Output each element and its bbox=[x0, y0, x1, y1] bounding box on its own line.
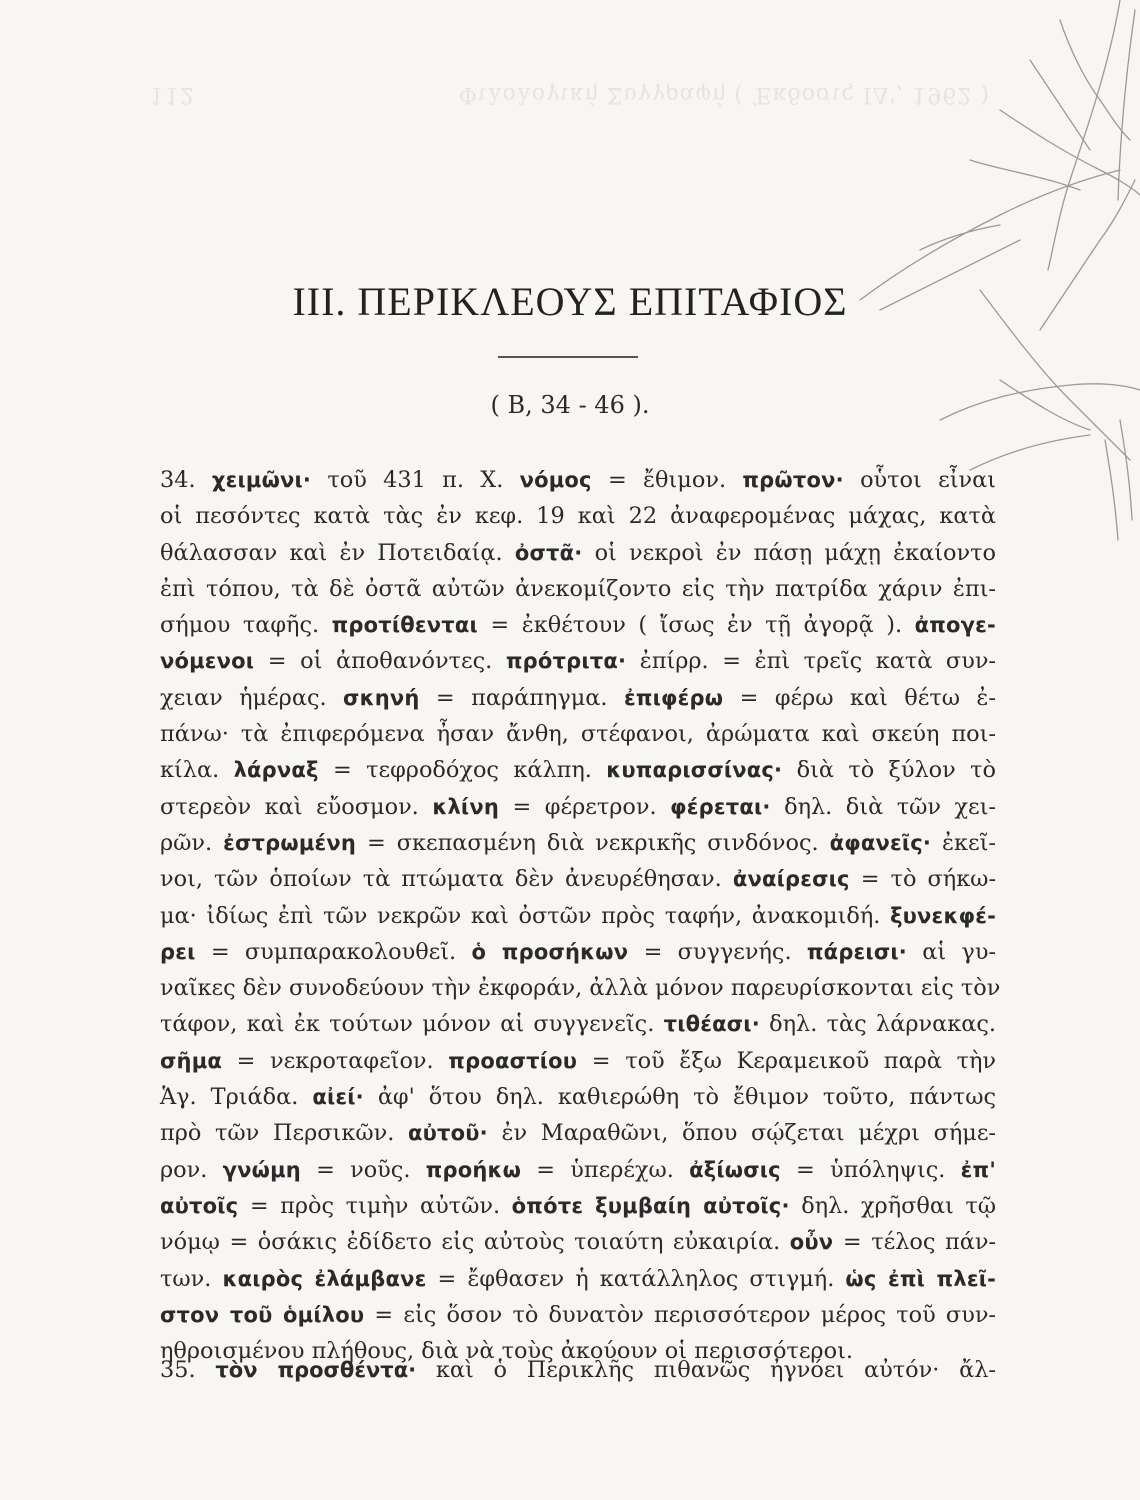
gloss-text: = νεκροταφεῖον. bbox=[222, 1047, 449, 1074]
gloss-text: σήμου ταφῆς. bbox=[160, 612, 332, 639]
lemma-term: ἀπογε- bbox=[914, 613, 996, 638]
lemma-term: τὸν προσθέντα· bbox=[215, 1358, 417, 1382]
gloss-text: στερεὸν καὶ εὔοσμον. bbox=[160, 793, 433, 820]
title-rule bbox=[498, 356, 638, 358]
gloss-text: ρον. bbox=[160, 1156, 223, 1183]
text-line bbox=[160, 1115, 996, 1151]
text-line bbox=[160, 607, 996, 643]
gloss-text: ἐπὶ τόπου, τὰ δὲ ὀστᾶ αὐτῶν ἀνεκομίζοντο εἰς τὴν πατρίδα χάριν ἐπι- bbox=[160, 575, 996, 602]
gloss-text: = παράπηγμα. bbox=[419, 684, 624, 711]
section-subtitle: ( Β, 34 - 46 ). bbox=[490, 391, 650, 419]
text-line bbox=[160, 1079, 996, 1115]
gloss-text: = τέλος πάν- bbox=[833, 1229, 997, 1256]
gloss-text: οἱ νεκροὶ ἐν πάσῃ μάχῃ ἐκαίοντο bbox=[582, 539, 997, 566]
gloss-text: = τεφροδόχος κάλπη. bbox=[318, 757, 607, 784]
lemma-term: ὀστᾶ· bbox=[514, 540, 583, 565]
gloss-text: οἱ πεσόντες κατὰ τὰς ἐν κεφ. 19 καὶ 22 ἀναφερομένας μάχας, κατὰ bbox=[160, 503, 996, 530]
lemma-term: αὐτοῖς bbox=[160, 1193, 239, 1218]
gloss-text: δηλ. χρῆσθαι τῷ bbox=[789, 1192, 996, 1219]
gloss-text: των. bbox=[160, 1265, 223, 1292]
lemma-term: νόμενοι bbox=[160, 649, 255, 674]
gloss-text: θάλασσαν καὶ ἐν Ποτειδαίᾳ. bbox=[160, 539, 515, 566]
text-line bbox=[160, 1297, 996, 1333]
lemma-term: ρει bbox=[160, 939, 196, 964]
gloss-text: νοι, τῶν ὁποίων τὰ πτώματα δὲν ἀνευρέθησαν. bbox=[160, 866, 733, 893]
gloss-text: Ἁγ. Τριάδα. bbox=[160, 1084, 313, 1111]
gloss-text: δηλ. διὰ τῶν χει- bbox=[770, 793, 997, 820]
gloss-text: κίλα. bbox=[160, 757, 234, 784]
page-number: 112 bbox=[150, 82, 195, 107]
gloss-text: αἱ γυ- bbox=[906, 938, 996, 965]
lemma-term: ὡς ἐπὶ πλεῖ- bbox=[845, 1266, 997, 1291]
lemma-term: ἀφανεῖς· bbox=[829, 830, 932, 855]
lemma-term: λάρναξ bbox=[233, 758, 319, 783]
text-line bbox=[160, 643, 996, 679]
gloss-text: ναῖκες δὲν συνοδεύουν τὴν ἐκφοράν, ἀλλὰ μόνον παρευρίσκονται εἰς τὸν bbox=[160, 975, 1001, 1002]
lemma-term: ἐστρωμένη bbox=[223, 830, 357, 855]
gloss-text: = ἔθιμον. bbox=[591, 467, 743, 493]
text-line bbox=[160, 898, 996, 934]
gloss-text: 34. bbox=[160, 467, 212, 493]
gloss-text: ἐν Μαραθῶνι, ὅπου σῴζεται μέχρι σήμε- bbox=[487, 1120, 996, 1147]
gloss-text: πρὸ τῶν Περσικῶν. bbox=[160, 1120, 408, 1147]
lemma-term: σῆμα bbox=[160, 1048, 222, 1073]
lemma-term: χειμῶνι· bbox=[211, 468, 312, 492]
text-line bbox=[160, 1188, 996, 1224]
gloss-text: τοῦ 431 π. Χ. bbox=[311, 467, 520, 493]
paragraph-35 bbox=[160, 1352, 996, 1388]
journal-header: Φιλολογική Συγγραφή ( Έκδοσις ΙΔ', 1962 ) bbox=[458, 82, 990, 107]
gloss-text: 35. bbox=[160, 1357, 216, 1383]
text-line bbox=[160, 571, 996, 607]
text-line bbox=[160, 1152, 996, 1188]
lemma-term: κλίνη bbox=[432, 794, 499, 819]
gloss-text: = φέρετρον. bbox=[498, 793, 671, 820]
lemma-term: φέρεται· bbox=[670, 794, 771, 819]
text-line bbox=[160, 861, 996, 897]
text-line bbox=[160, 1006, 996, 1042]
lemma-term: πάρεισι· bbox=[806, 939, 907, 964]
lemma-term: γνώμη bbox=[222, 1157, 301, 1182]
gloss-text: ἀφ' ὅτου δηλ. καθιερώθη τὸ ἔθιμον τοῦτο, πάντως bbox=[363, 1084, 996, 1111]
gloss-text: = οἱ ἀποθανόντες. bbox=[254, 648, 506, 675]
lemma-term: στον τοῦ ὁμίλου bbox=[160, 1302, 365, 1327]
lemma-term: ἐπ' bbox=[960, 1157, 996, 1182]
gloss-text: διὰ τὸ ξύλον τὸ bbox=[782, 757, 996, 784]
gloss-text: = τὸ σήκω- bbox=[849, 866, 997, 893]
text-line bbox=[160, 789, 996, 825]
paragraph-34 bbox=[160, 462, 1001, 1369]
lemma-term: πρότριτα· bbox=[505, 649, 627, 674]
gloss-text: χειαν ἡμέρας. bbox=[160, 684, 344, 711]
lemma-term: προαστίου bbox=[448, 1048, 578, 1073]
lemma-term: τιθέασι· bbox=[663, 1012, 760, 1037]
lemma-term: ὁπότε ξυμβαίη αὐτοῖς· bbox=[511, 1193, 790, 1218]
gloss-text: = τοῦ ἔξω Κεραμεικοῦ παρὰ τὴν bbox=[577, 1047, 996, 1074]
section-title: III. ΠΕΡΙΚΛΕΟΥΣ ΕΠΙΤΑΦΙΟΣ bbox=[292, 279, 848, 324]
text-line bbox=[160, 1224, 996, 1260]
lemma-term: πρῶτον· bbox=[742, 468, 844, 492]
gloss-text: = συμπαρακολουθεῖ. bbox=[195, 938, 472, 965]
gloss-text: = νοῦς. bbox=[300, 1156, 426, 1183]
lemma-term: κυπαρισσίνας· bbox=[606, 758, 783, 783]
lemma-term: αἰεί· bbox=[312, 1085, 364, 1110]
text-line bbox=[160, 825, 996, 861]
lemma-term: προήκω bbox=[425, 1157, 522, 1182]
lemma-term: ἀξίωσις bbox=[689, 1157, 781, 1182]
text-line bbox=[160, 752, 996, 788]
text-line bbox=[160, 970, 1001, 1006]
gloss-text: νόμῳ = ὁσάκις ἐδίδετο εἰς αὐτοὺς τοιαύτη εὐκαιρία. bbox=[160, 1229, 790, 1256]
lemma-term: ἐπιφέρω bbox=[623, 685, 724, 710]
lemma-term: καιρὸς ἐλάμβανε bbox=[222, 1266, 427, 1291]
lemma-term: ἀναίρεσις bbox=[732, 867, 850, 892]
gloss-text: ἐκεῖ- bbox=[931, 829, 996, 856]
lemma-term: ὁ προσήκων bbox=[471, 939, 629, 964]
text-line bbox=[160, 934, 996, 970]
lemma-term: προτίθενται bbox=[331, 613, 478, 638]
gloss-text: = σκεπασμένη διὰ νεκρικῆς σινδόνος. bbox=[356, 829, 830, 856]
gloss-text: πάνω· τὰ ἐπιφερόμενα ἦσαν ἄνθη, στέφανοι, ἀρώματα καὶ σκεύη ποι- bbox=[160, 721, 996, 748]
lemma-term: οὖν bbox=[789, 1230, 834, 1255]
gloss-text: = ἐκθέτουν ( ἴσως ἐν τῇ ἀγορᾷ ). bbox=[477, 612, 915, 639]
gloss-text: ρῶν. bbox=[160, 829, 224, 856]
text-line bbox=[160, 1043, 996, 1079]
pencil-sketch-marks bbox=[820, 0, 1140, 560]
gloss-text: οὗτοι εἶναι bbox=[843, 467, 996, 493]
text-line bbox=[160, 716, 996, 752]
gloss-text: = φέρω καὶ θέτω ἐ- bbox=[723, 684, 996, 711]
gloss-text: μα· ἰδίως ἐπὶ τῶν νεκρῶν καὶ ὀστῶν πρὸς ταφήν, ἀνακομιδή. bbox=[160, 902, 891, 929]
lemma-term: νόμος bbox=[519, 468, 592, 492]
lemma-term: σκηνή bbox=[343, 685, 420, 710]
gloss-text: = ὑπερέχω. bbox=[521, 1156, 690, 1183]
gloss-text: = συγγενής. bbox=[628, 938, 807, 965]
gloss-text: δηλ. τὰς λάρνακας. bbox=[759, 1011, 996, 1038]
gloss-text: = ὑπόληψις. bbox=[780, 1156, 961, 1183]
gloss-text: ἐπίρρ. = ἐπὶ τρεῖς κατὰ συν- bbox=[626, 648, 997, 675]
lemma-term: αὐτοῦ· bbox=[407, 1121, 488, 1146]
gloss-text: = εἰς ὅσον τὸ δυνατὸν περισσότερον μέρος τοῦ συν- bbox=[364, 1301, 996, 1328]
gloss-text: = ἔφθασεν ἡ κατάλληλος στιγμή. bbox=[426, 1265, 846, 1292]
gloss-text: ηθροισμένου πλήθους, διὰ νὰ τοὺς ἀκούουν οἱ περισσότεροι. bbox=[160, 1338, 853, 1365]
gloss-text: καὶ ὁ Περικλῆς πιθανῶς ἠγνόει αὐτόν· ἄλ- bbox=[416, 1357, 996, 1383]
gloss-text: τάφον, καὶ ἐκ τούτων μόνον αἱ συγγενεῖς. bbox=[160, 1011, 664, 1038]
gloss-text: = πρὸς τιμὴν αὐτῶν. bbox=[238, 1192, 512, 1219]
text-line bbox=[160, 680, 996, 716]
text-line bbox=[160, 1261, 996, 1297]
lemma-term: ξυνεκφέ- bbox=[890, 903, 996, 928]
